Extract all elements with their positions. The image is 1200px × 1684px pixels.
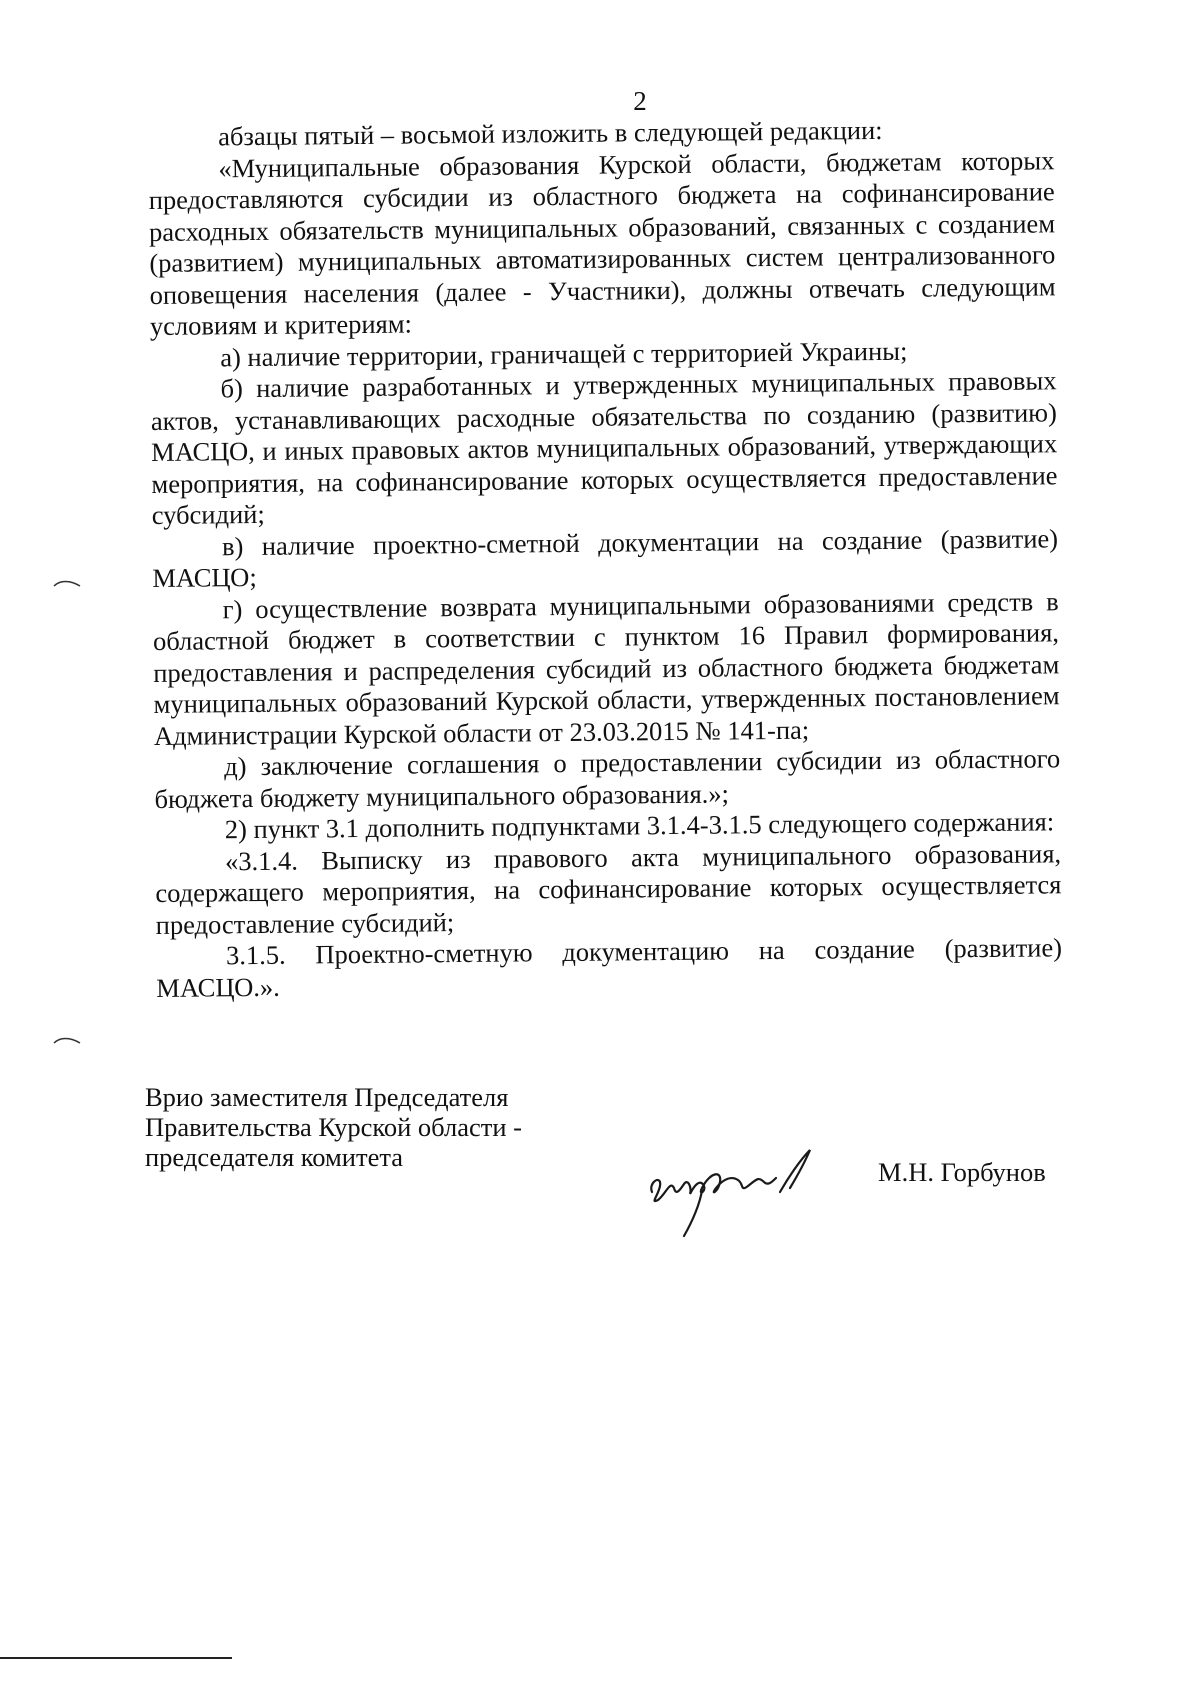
signatory-position-line: Врио заместителя Председателя xyxy=(145,1082,509,1112)
paragraph-participants: «Муниципальные образования Курской области, бюджетам которых предоставляются субсидии из областного бюджета на софинансирование расходных обязательств муниципальных образований, связанных с созданием (развитием) муниципальных автоматизированных систем централизованного оповещения населения (далее - Участники), должны отвечать следующим условиям и критериям: xyxy=(148,144,1056,341)
criterion-g: г) осуществление возврата муниципальными образованиями средств в областной бюджет в соответствии с пунктом 16 Правил формирования, предоставления и распределения субсидий из областного бюджета бюджетам муниципальных образований Курской области, утвержденных постановлением Администрации Курской области от 23.03.2015 № 141-па; xyxy=(152,585,1060,751)
document-body xyxy=(148,113,1062,1004)
signatory-position-line: Правительства Курской области - xyxy=(145,1112,522,1142)
page-number: 2 xyxy=(633,86,647,116)
criterion-b: б) наличие разработанных и утвержденных муниципальных правовых актов, устанавливающих расходные обязательства по созданию (развитию) МАСЦО, и иных правовых актов муниципальных образований, утверждающих мероприятия, на софинансирование которых осуществляется предоставление субсидий; xyxy=(150,365,1058,530)
handwritten-signature xyxy=(640,1130,840,1240)
subpoint-3-1-4: «3.1.4. Выписку из правового акта муниципального образования, содержащего мероприятия, на софинансирование которых осуществляется предоставление субсидий; xyxy=(155,837,1062,940)
criterion-d: д) заключение соглашения о предоставлении субсидии из областного бюджета бюджету муниципального образования.»; xyxy=(154,743,1061,814)
footer-rule xyxy=(0,1657,232,1659)
amendment-point-2: 2) пункт 3.1 дополнить подпунктами 3.1.4-3.1.5 следующего содержания: xyxy=(224,806,1055,845)
signatory-position-line: председателя комитета xyxy=(145,1142,403,1172)
scan-artifact-mark xyxy=(52,578,82,588)
paragraph-intro: абзацы пятый – восьмой изложить в следующей редакции: xyxy=(217,114,883,152)
subpoint-3-1-5: 3.1.5. Проектно-сметную документацию на создание (развитие) МАСЦО.». xyxy=(156,932,1063,1003)
scan-artifact-mark xyxy=(52,1035,82,1045)
signatory-position xyxy=(145,1082,565,1172)
criterion-v: в) наличие проектно-сметной документации на создание (развитие) МАСЦО; xyxy=(152,522,1059,593)
criterion-a: а) наличие территории, граничащей с территорией Украины; xyxy=(220,335,908,372)
signer-name: М.Н. Горбунов xyxy=(878,1157,1046,1187)
